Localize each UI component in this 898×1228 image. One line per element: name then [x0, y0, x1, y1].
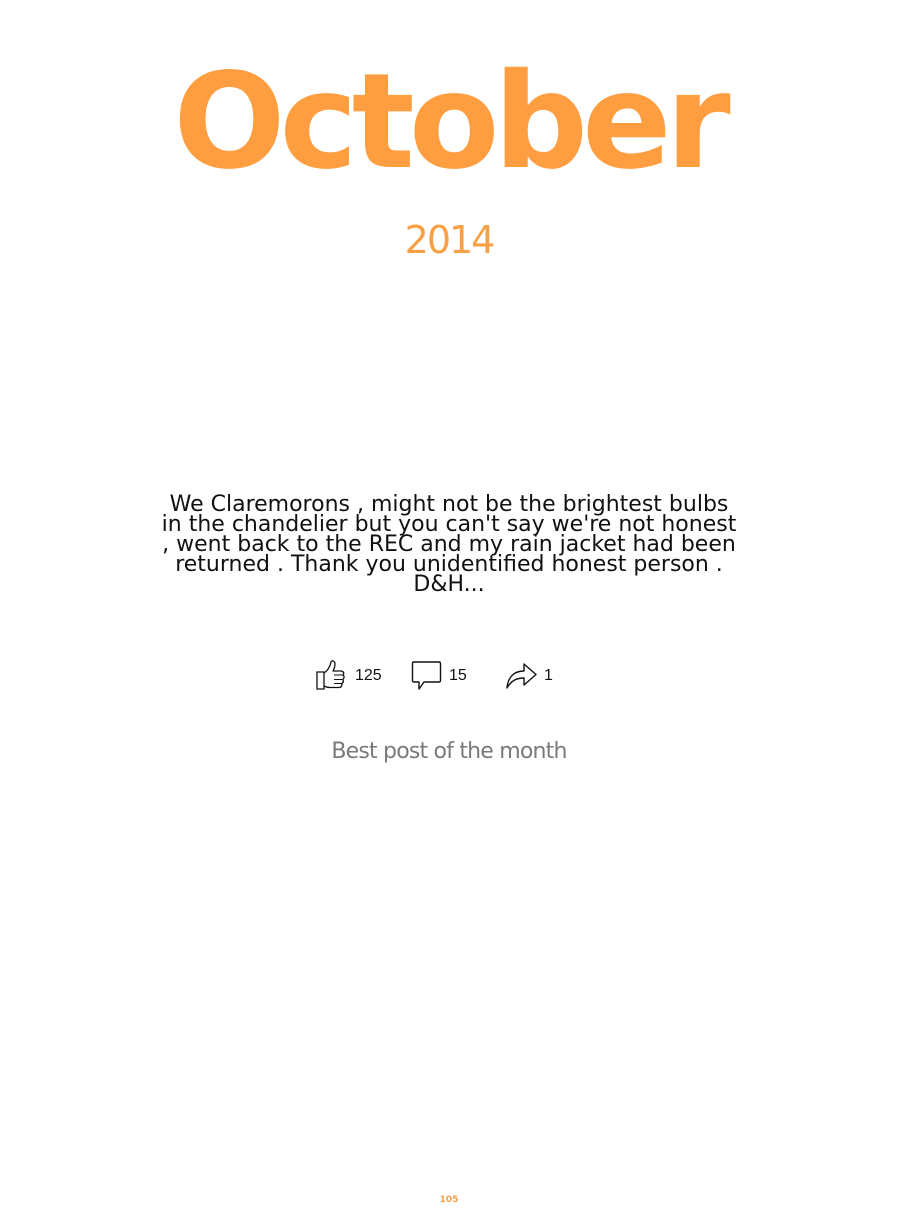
share-arrow-icon: [504, 658, 538, 692]
post-text: We Claremorons , might not be the brightest bulbs in the chandelier but you can't say we're not honest , went back to the REC and my rain jacket had been returned . Thank you unidentified honest person . D&H...: [161, 492, 737, 597]
comments-stat[interactable]: [409, 658, 479, 694]
shares-count: 1: [544, 667, 553, 684]
speech-bubble-icon: [409, 658, 443, 692]
shares-stat[interactable]: [504, 658, 564, 694]
likes-stat[interactable]: [314, 658, 394, 694]
comments-count: 15: [449, 667, 467, 684]
best-post-caption: Best post of the month: [331, 739, 567, 764]
year-label: 2014: [404, 218, 494, 262]
thumbs-up-icon: [314, 658, 348, 692]
page-number: 105: [439, 1195, 459, 1205]
post-stats: [0, 658, 898, 694]
likes-count: 125: [355, 667, 382, 684]
month-title: October: [173, 45, 725, 199]
